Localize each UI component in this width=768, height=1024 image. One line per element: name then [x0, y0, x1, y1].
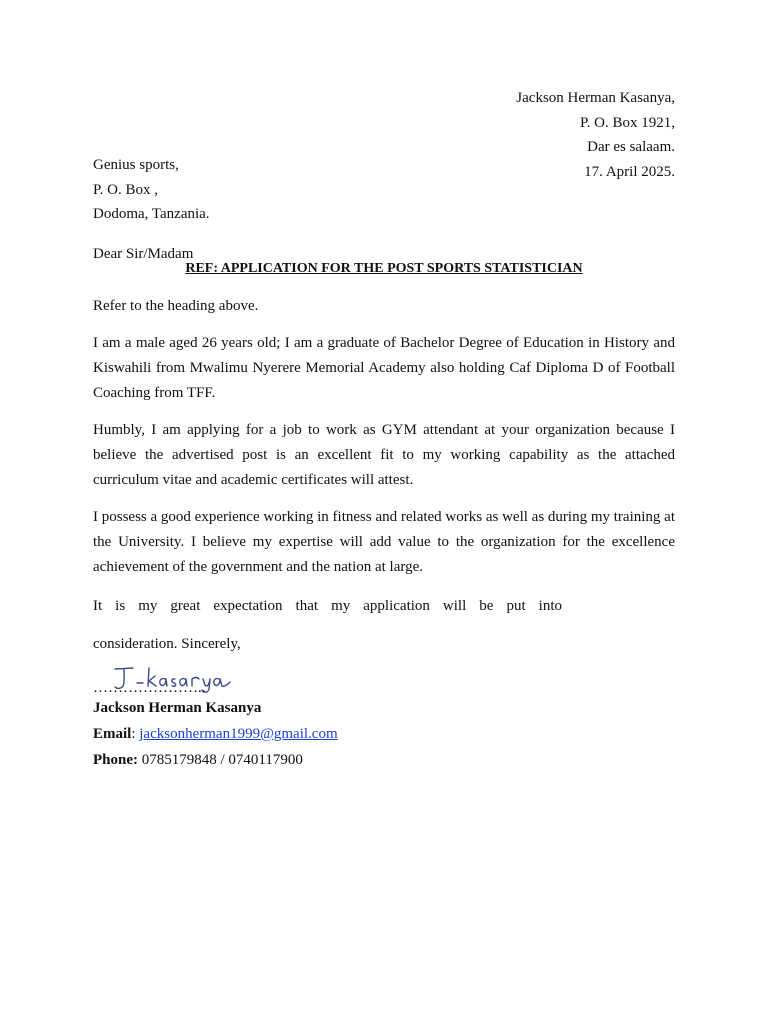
email-label: Email	[93, 726, 132, 742]
recipient-address	[93, 153, 210, 227]
closing-line-2: consideration. Sincerely,	[93, 636, 241, 652]
recipient-city: Dodoma, Tanzania.	[93, 206, 210, 222]
paragraph-application: Humbly, I am applying for a job to work as GYM attendant at your organization because I believe the advertised post is an excellent fit to my working capability as the attached curriculum vitae and academic certificates will attest.	[93, 422, 675, 488]
salutation: Dear Sir/Madam	[93, 246, 194, 262]
phone-line	[93, 750, 303, 770]
email-link[interactable]: jacksonherman1999@gmail.com	[139, 726, 338, 742]
closing-line-1: It is my great expectation that my application will be put into	[93, 598, 562, 614]
email-line	[93, 724, 338, 744]
letter-date: 17. April 2025.	[584, 163, 675, 180]
sender-city: Dar es salaam.	[587, 139, 675, 155]
sender-po-box: P. O. Box 1921,	[579, 114, 675, 131]
paragraph-intro: Refer to the heading above.	[93, 298, 259, 314]
recipient-po-box: P. O. Box ,	[93, 181, 159, 198]
subject-heading: REF: APPLICATION FOR THE POST SPORTS STATISTICIAN	[185, 261, 583, 276]
paragraph-background: I am a male aged 26 years old; I am a graduate of Bachelor Degree of Education in History and Kiswahili from Mwalimu Nyerere Memorial Academy also holding Caf Diploma D of Football Coaching from TFF.	[93, 335, 675, 401]
recipient-name: Genius sports,	[93, 157, 179, 173]
phone-label: Phone:	[93, 752, 138, 768]
paragraph-experience: I possess a good experience working in fitness and related works as well as during my training at the University. I believe my expertise will add value to the organization for the excellence achievement of the government and the nation at large.	[93, 509, 675, 575]
letter-body	[93, 294, 675, 592]
signature-line: …………………..	[93, 680, 206, 696]
signatory-name: Jackson Herman Kasanya	[93, 700, 262, 716]
sender-address	[516, 86, 675, 184]
phone-number: 0785179848 / 0740117900	[138, 752, 303, 768]
email-separator: :	[131, 726, 140, 742]
sender-name: Jackson Herman Kasanya,	[516, 90, 675, 106]
